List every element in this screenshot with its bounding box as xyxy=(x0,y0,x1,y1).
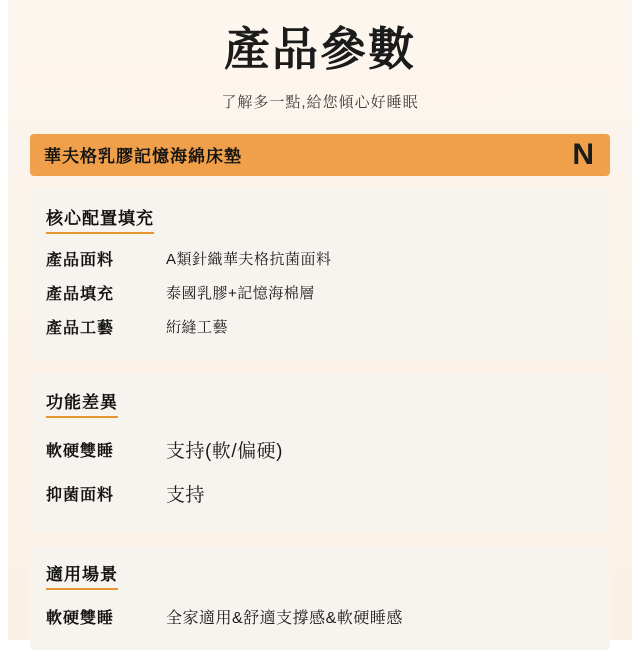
spec-label: 產品填充 xyxy=(46,286,115,304)
spec-label: 抑菌面料 xyxy=(46,487,115,505)
table-row xyxy=(46,600,594,634)
table-row xyxy=(46,276,594,310)
spec-value: 泰國乳膠+記憶海棉層 xyxy=(166,285,315,303)
section-heading: 核心配置填充 xyxy=(46,204,154,234)
spec-rows xyxy=(46,428,594,516)
spec-label: 產品面料 xyxy=(46,252,115,270)
spec-value: 支持 xyxy=(166,485,206,507)
table-row xyxy=(46,428,594,472)
spec-rows xyxy=(46,242,594,344)
page-title: 產品參數 xyxy=(224,23,416,75)
section-functional-differences xyxy=(30,374,610,532)
brand-badge: N xyxy=(572,137,594,171)
spec-value: 全家適用&舒適支撐感&軟硬睡感 xyxy=(166,610,403,628)
table-row xyxy=(46,242,594,276)
spec-rows xyxy=(46,600,594,634)
spec-value: 絎縫工藝 xyxy=(166,319,229,337)
section-heading: 功能差異 xyxy=(46,388,118,418)
product-name: 華夫格乳膠記憶海綿床墊 xyxy=(44,147,242,167)
table-row xyxy=(46,472,594,516)
section-core-configuration xyxy=(30,190,610,360)
spec-value: A類針織華夫格抗菌面料 xyxy=(166,251,332,269)
product-name-bar xyxy=(30,134,610,176)
section-heading: 適用場景 xyxy=(46,560,118,590)
spec-value: 支持(軟/偏硬) xyxy=(166,441,283,463)
page-subtitle: 了解多一點,給您傾心好睡眠 xyxy=(221,93,419,111)
section-applicable-scenarios xyxy=(30,546,610,650)
spec-label: 產品工藝 xyxy=(46,320,115,338)
spec-label: 軟硬雙睡 xyxy=(46,610,115,628)
spec-label: 軟硬雙睡 xyxy=(46,443,115,461)
table-row xyxy=(46,310,594,344)
